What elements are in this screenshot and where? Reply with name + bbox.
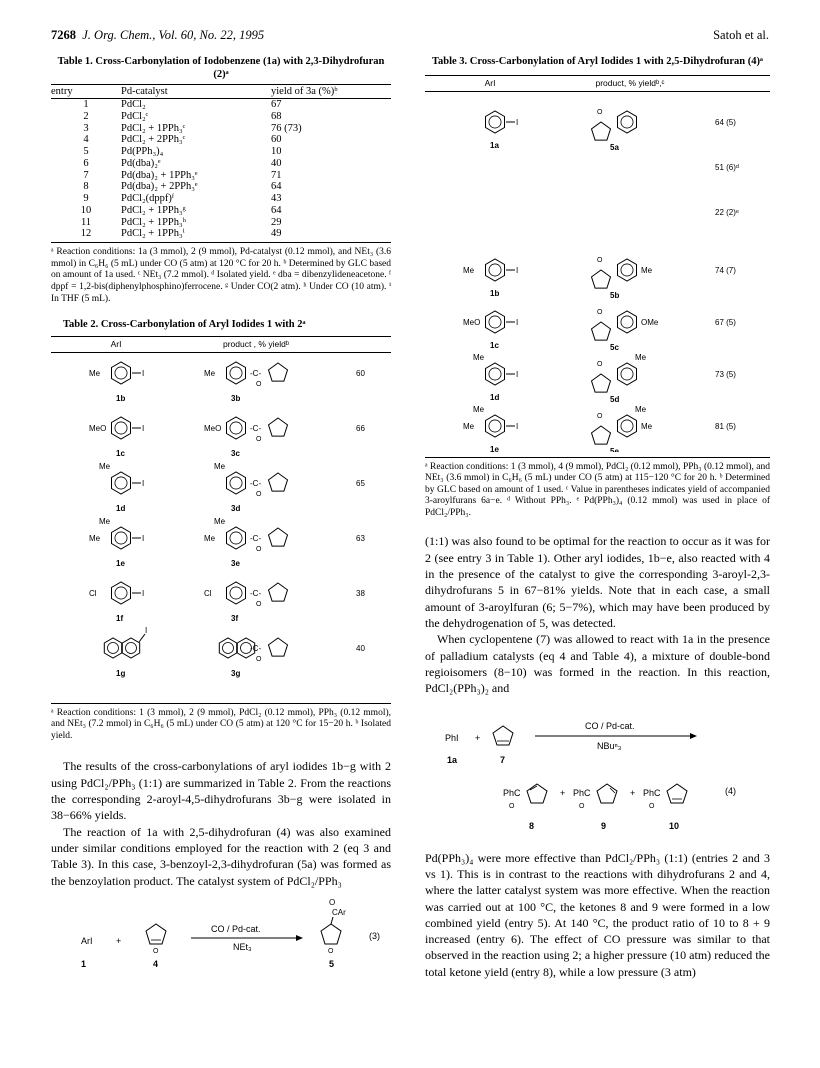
product-yield: 73 (5)	[715, 369, 736, 379]
benzene-ring	[486, 415, 505, 437]
benzene-ring	[486, 363, 505, 385]
table1-row	[51, 193, 391, 205]
table1-cell-catalyst: PdCl₂ᶜ	[121, 110, 149, 122]
table1-cell-entry: 7	[83, 169, 89, 181]
table1-cell-catalyst: PdCl₂ + 1PPh₃ⁱ	[121, 228, 271, 242]
carbonyl-o: O	[256, 545, 262, 553]
aromatic-circle	[115, 367, 127, 379]
aryl-substituent: Me	[89, 368, 101, 378]
aryl-iodide-id: 1b	[116, 393, 126, 403]
aromatic-circle	[621, 420, 633, 432]
dihydrofuran-ring	[269, 528, 288, 546]
aromatic-circle	[621, 116, 633, 128]
benzene-ring	[618, 111, 637, 133]
aromatic-circle	[115, 422, 127, 434]
iodo-label: I	[142, 588, 145, 598]
product-id: 5b	[610, 290, 620, 300]
benzene-ring	[227, 417, 246, 439]
aromatic-circle	[230, 532, 242, 544]
table1-cell-entry: 6	[83, 157, 89, 169]
iodo-label: I	[516, 265, 519, 275]
table1-cell-entry: 1	[83, 99, 89, 111]
table1-row	[51, 146, 391, 158]
table1-row	[51, 99, 391, 111]
table1-cell-yield: 71	[271, 169, 282, 181]
product9-ring	[597, 784, 617, 803]
eq4-phi: PhI	[445, 732, 459, 743]
benzene-ring	[486, 311, 505, 333]
dihydrofuran-ring	[592, 426, 611, 444]
left-paragraph-1: The results of the cross-carbonylations of aryl iodides 1b−g with 2 using PdCl₂/PPh₃ (1:1) are summarized in Table 2. From the reactions the corresponding 2-aroyl-4,5-dihydrofurans 3b−g were isolated in 38−66% yields.	[51, 759, 391, 823]
benzene-ring	[112, 527, 131, 549]
svg-text:+: +	[630, 787, 636, 798]
product-id: 3b	[231, 393, 241, 403]
carbonyl-o: O	[256, 490, 262, 498]
table1-cell-catalyst: PdCl₂	[121, 99, 146, 111]
eq4-num-8: 8	[529, 820, 535, 831]
eq3-O: O	[153, 947, 159, 955]
table3-caption: Table 3. Cross-Carbonylation of Aryl Iodides 1 with 2,5-Dihydrofuran (4)ᵃ	[431, 56, 764, 67]
product-substituent: Cl	[204, 588, 212, 598]
aromatic-circle	[230, 422, 242, 434]
table1-cell-entry: 4	[83, 134, 89, 146]
aromatic-circle	[489, 316, 501, 328]
aryl-iodide-id: 1d	[490, 392, 500, 402]
benzene-ring	[227, 362, 246, 384]
iodo-label: I	[142, 368, 145, 378]
eq4-phc-10: PhC	[643, 787, 661, 798]
product-id: 5a	[610, 142, 619, 152]
product8-ring	[527, 784, 547, 803]
benzene-ring	[618, 363, 637, 385]
eq4-num-7: 7	[500, 754, 506, 765]
table1-cell-catalyst: Pd(dba)₂ + 1PPh₃ᵉ	[121, 169, 198, 181]
table3-header-arl: ArI	[484, 77, 496, 88]
aromatic-circle	[489, 368, 501, 380]
carbonyl-c: -C-	[250, 533, 262, 543]
table1-cell-yield: 60	[271, 134, 282, 146]
table1-header-entry: entry	[51, 85, 121, 99]
cyclopentene-ring	[493, 726, 513, 745]
aromatic-circle	[621, 368, 633, 380]
product-ortho-substituent: Me	[635, 352, 647, 362]
iodo-bond	[139, 634, 145, 642]
dihydrofuran-ring	[269, 638, 288, 656]
eq4-num-9: 9	[601, 820, 607, 831]
table1-cell-yield: 49	[271, 228, 391, 242]
table1-caption: Table 1. Cross-Carbonylation of Iodobenzene (1a) with 2,3-Dihydrofuran (2)ᵃ	[57, 56, 385, 80]
header-left	[51, 28, 264, 43]
aromatic-circle	[115, 477, 127, 489]
dihydrofuran-ring	[592, 270, 611, 288]
carbonyl-c: -C-	[250, 643, 262, 653]
eq4-num-1a: 1a	[447, 754, 458, 765]
iodo-label: I	[142, 533, 145, 543]
table1-cell-catalyst: PdCl₂ + 1PPh₃ᶜ	[121, 122, 186, 134]
benzene-ring	[122, 638, 139, 658]
aryl-substituent: Me	[463, 265, 475, 275]
dihydrofuran-ring	[269, 418, 288, 436]
eq3-num-1: 1	[81, 958, 87, 969]
table1-cell-entry: 9	[83, 193, 89, 205]
authors: Satoh et al.	[713, 28, 769, 42]
product-yield: 65	[356, 478, 365, 488]
aryl-ortho-substituent: Me	[473, 404, 485, 414]
right-paragraph-1: (1:1) was also found to be optimal for the reaction to occur as it was for 2 (see entry 3 in Table 1). Other aryl iodides, 1b−e, also reacted with 4 in the presence of the catalyst to give the corresponding 3-aroyl-2,3-dihydrofurans 5 in 67−81% yields. Note that in each case, a small amount of 3-aroylfuran (6; 5−7%), which may have been produced by the dehydrogenation of 5, was detected.	[425, 534, 770, 631]
table1-header-catalyst: Pd-catalyst	[121, 85, 271, 99]
product-id: 5e	[610, 446, 619, 452]
right-paragraph-3: Pd(PPh₃)₄ were more effective than PdCl₂/PPh₃ (1:1) (entries 2 and 3 vs 1). This is in contrast to the reactions with dihydrofurans 2 and 4, where the latter catalyst system was more effective. When the reaction was carried out at 100 °C, the ketones 8 and 9 were formed in a low combined yield (entry 5). At 140 °C, the product ratio of 10 to 8 + 9 increased (entry 6). The effect of CO pressure was similar to that observed in the reaction using 2; a higher pressure (10 atm) reduced the total ketone yield (entry 8), while a low pressure (3 atm)	[425, 850, 770, 979]
table1-header-yield: yield of 3a (%)ᵇ	[271, 85, 391, 99]
carbonyl-o: O	[597, 308, 603, 316]
product-id: 3g	[231, 668, 241, 678]
aromatic-circle	[115, 587, 127, 599]
product-id: 5c	[610, 342, 619, 352]
product-id: 3e	[231, 558, 240, 568]
aryl-ortho-substituent: Me	[473, 352, 485, 362]
carbonyl-o: O	[256, 380, 262, 388]
aryl-iodide-id: 1a	[490, 140, 499, 150]
carbonyl-c: -C-	[250, 423, 262, 433]
left-body-text	[51, 758, 391, 889]
right-body-text	[425, 533, 770, 696]
table1-cell-catalyst: PdCl₂ + 1PPh₃ʰ	[121, 216, 187, 228]
eq3-num-5: 5	[329, 958, 335, 969]
table3-header	[425, 76, 770, 92]
aryl-substituent: Cl	[89, 588, 97, 598]
eq3-conditions-under: NEt₃	[233, 941, 252, 952]
table2-footnote: ᵃ Reaction conditions: 1 (3 mmol), 2 (9 mmol), PdCl₂ (0.12 mmol), PPh₃ (0.12 mmol), and NEt₃ (7.2 mmol) in C₆H₆ (5 mL) under CO (5 atm) at 120 °C for 15−20 h. ᵇ Isolated yield.	[51, 707, 391, 741]
table1-cell-catalyst: PdCl₂(dppf)ᶠ	[121, 193, 175, 205]
dihydrofuran-ring	[592, 122, 611, 140]
eq4-conditions-under: NBuⁿ₃	[597, 740, 622, 751]
table1-cell-entry: 8	[83, 181, 89, 193]
eq4-plus: +	[475, 732, 481, 743]
dihydrofuran-ring	[269, 583, 288, 601]
table1-row	[51, 123, 391, 135]
table1-cell-yield: 68	[271, 110, 282, 122]
page-number: 7268	[51, 28, 76, 42]
table3-header-product: product, % yieldᵇ,ᶜ	[595, 77, 665, 88]
product-yield: 63	[356, 533, 365, 543]
carbonyl-o: O	[256, 435, 262, 443]
iodo-label: I	[516, 421, 519, 431]
eq3-plus: +	[116, 935, 122, 946]
table1-cell-yield: 40	[271, 157, 282, 169]
table1-cell-catalyst: Pd(PPh₃)₄	[121, 146, 164, 158]
product-yield: 22 (2)ᵉ	[715, 207, 739, 217]
product-substituent: Me	[204, 368, 216, 378]
product-ortho-substituent: Me	[635, 404, 647, 414]
product-yield: 67 (5)	[715, 317, 736, 327]
product-yield: 64 (5)	[715, 117, 736, 127]
product-ortho-substituent: Me	[214, 516, 226, 526]
benzene-ring	[618, 415, 637, 437]
benzene-ring	[112, 582, 131, 604]
aryl-iodide-id: 1f	[116, 613, 124, 623]
iodo-label: I	[145, 625, 148, 635]
table1-cell-entry: 5	[83, 146, 89, 158]
table1-cell-entry: 3	[83, 122, 89, 134]
aryl-iodide-id: 1c	[490, 340, 499, 350]
aryl-substituent: MeO	[89, 423, 107, 433]
table2-header-product: product , % yieldᵇ	[222, 338, 290, 349]
table1-cell-catalyst: PdCl₂ + 1PPh₃ᵍ	[121, 204, 186, 216]
eq3-label: (3)	[369, 930, 380, 941]
aryl-substituent: Me	[89, 533, 101, 543]
iodo-label: I	[142, 423, 145, 433]
left-paragraph-2: The reaction of 1a with 2,5-dihydrofuran (4) was also examined under similar conditions employed for the reaction with 2 (eq 3 and Table 3). In this case, 3-benzoyl-2,3-dihydrofuran (5a) was formed as the benzoylation product. The catalyst system of PdCl₂/PPh₃	[51, 824, 391, 888]
running-header	[51, 28, 769, 46]
benzene-ring	[227, 472, 246, 494]
aromatic-circle	[108, 642, 119, 653]
product-substituent: MeO	[204, 423, 222, 433]
product-yield: 81 (5)	[715, 421, 736, 431]
equation-3	[51, 899, 391, 971]
benzene-ring	[112, 417, 131, 439]
table1-cell-yield: 43	[271, 193, 282, 205]
product-yield: 38	[356, 588, 365, 598]
table3-structures	[425, 92, 770, 452]
product-substituent: Me	[641, 265, 653, 275]
aromatic-circle	[230, 587, 242, 599]
product-substituent: OMe	[641, 317, 659, 327]
table1-row	[51, 111, 391, 123]
iodo-label: I	[516, 117, 519, 127]
table1-cell-entry: 12	[51, 228, 121, 242]
benzene-ring	[112, 362, 131, 384]
eq3-ari: ArI	[81, 935, 93, 946]
aromatic-circle	[621, 264, 633, 276]
carbonyl-c: -C-	[250, 478, 262, 488]
product-yield: 66	[356, 423, 365, 433]
product-yield: 60	[356, 368, 365, 378]
carbonyl-o: O	[597, 256, 603, 264]
journal-ref: J. Org. Chem., Vol. 60, No. 22, 1995	[82, 28, 265, 42]
aryl-substituent: MeO	[463, 317, 481, 327]
eq3-conditions-over: CO / Pd-cat.	[211, 923, 261, 934]
benzene-ring	[486, 111, 505, 133]
eq3-cAr: CAr	[332, 907, 346, 917]
product5-ring	[321, 924, 341, 944]
table1-cell-entry: 10	[80, 204, 92, 216]
aromatic-circle	[230, 367, 242, 379]
table1-row	[51, 205, 391, 217]
eq4-phc-9: PhC	[573, 787, 591, 798]
carbonyl-o: O	[597, 108, 603, 116]
table2-structures	[51, 353, 391, 698]
product10-ring	[667, 784, 687, 803]
aryl-iodide-id: 1c	[116, 448, 125, 458]
benzene-ring	[227, 527, 246, 549]
table1-cell-yield: 64	[271, 181, 282, 193]
eq4-phc-8: PhC	[503, 787, 521, 798]
iodo-label: I	[516, 317, 519, 327]
iodo-label: I	[516, 369, 519, 379]
product-yield: 74 (7)	[715, 265, 736, 275]
table1-cell-catalyst: Pd(dba)₂ᵉ	[121, 157, 161, 169]
product-yield: 51 (6)ᵈ	[715, 162, 739, 172]
table1-cell-entry: 2	[83, 110, 89, 122]
table2-header	[51, 337, 391, 353]
product-id: 3d	[231, 503, 241, 513]
svg-text:+: +	[560, 787, 566, 798]
benzene-ring	[618, 259, 637, 281]
table1-cell-entry: 11	[80, 216, 92, 228]
table1-row	[51, 181, 391, 193]
product-yield: 40	[356, 643, 365, 653]
eq4-O-8: O	[509, 802, 515, 810]
benzene-ring	[486, 259, 505, 281]
benzene-ring	[104, 638, 121, 658]
table3-footnote: ᵃ Reaction conditions: 1 (3 mmol), 4 (9 mmol), PdCl₂ (0.12 mmol), PPh₃ (0.12 mmol), and NEt₃ (3.6 mmol) in C₆H₆ (5 mL) under CO (5 atm) at 115−120 °C for 20 h. ᵇ Determined by GLC based on amount of 1 used. ᶜ Value in parentheses indicates yield of accompanied 3-aroylfurans 6a−e. ᵈ Without PPh₃. ᵉ Pd(PPh₃)₄ (0.12 mmol) was used in place of PdCl₂/PPh₃.	[425, 461, 770, 518]
aryl-iodide-id: 1b	[490, 288, 500, 298]
eq4-O-10: O	[649, 802, 655, 810]
carbonyl-c: -C-	[250, 588, 262, 598]
aryl-substituent: Me	[463, 421, 475, 431]
right-column	[425, 56, 770, 980]
product-id: 5d	[610, 394, 620, 404]
carbonyl-o: O	[256, 655, 262, 663]
table1-footnote: ᵃ Reaction conditions: 1a (3 mmol), 2 (9 mmol), Pd-catalyst (0.12 mmol), and NEt₃ (3.6 mmol) in C₆H₆ (5 mL) under CO (5 atm) at 120 °C for 20 h. ᵇ Determined by GLC based on amount of 1a used. ᶜ NEt₃ (7.2 mmol). ᵈ Isolated yield. ᵉ dba = dibenzylideneacetone. ᶠ dppf = 1,2-bis(diphenylphosphino)ferrocene. ᵍ Under CO(2 atm). ʰ Under CO (10 atm). ⁱ In THF (5 mL).	[51, 247, 391, 304]
benzene-ring	[112, 472, 131, 494]
aryl-ortho-substituent: Me	[99, 516, 111, 526]
eq4-conditions-over: CO / Pd-cat.	[585, 720, 635, 731]
table1-row	[51, 217, 391, 229]
table1-cell-yield: 10	[271, 146, 282, 158]
aryl-iodide-id: 1g	[116, 668, 126, 678]
eq3-O-top: O	[329, 898, 336, 907]
eq3-num-4: 4	[153, 958, 159, 969]
aromatic-circle	[223, 642, 234, 653]
benzene-ring	[219, 638, 236, 658]
table1-cell-yield: 29	[271, 216, 282, 228]
table1-cell-yield: 64	[271, 204, 282, 216]
carbonyl-o: O	[597, 412, 603, 420]
carbonyl-c: -C-	[250, 368, 262, 378]
aromatic-circle	[489, 264, 501, 276]
aryl-ortho-substituent: Me	[99, 461, 111, 471]
table2-caption: Table 2. Cross-Carbonylation of Aryl Iodides 1 with 2ᵃ	[63, 319, 306, 331]
aromatic-circle	[230, 477, 242, 489]
product-id: 3f	[231, 613, 239, 623]
table1-cell-catalyst: Pd(dba)₂ + 2PPh₃ᵉ	[121, 181, 198, 193]
dihydrofuran-ring	[592, 322, 611, 340]
equation-4	[425, 711, 770, 841]
right-paragraph-2: When cyclopentene (7) was allowed to react with 1a in the presence of palladium catalysts (eq 4 and Table 4), a mixture of double-bond regioisomers (8−10) was formed in the reaction. In this reaction, PdCl₂(PPh₃)₂ and	[425, 632, 770, 696]
product-id: 3c	[231, 448, 240, 458]
carbonyl-o: O	[597, 360, 603, 368]
table1-cell-catalyst: PdCl₂ + 2PPh₃ᶜ	[121, 134, 186, 146]
benzene-ring	[618, 311, 637, 333]
table1	[51, 84, 391, 243]
dihydrofuran-ring	[269, 473, 288, 491]
iodo-label: I	[142, 478, 145, 488]
dihydrofuran-ring	[592, 374, 611, 392]
table1-cell-yield: 76 (73)	[271, 122, 302, 134]
table2-header-arl: ArI	[110, 338, 122, 349]
table1-row	[51, 170, 391, 182]
dihydrofuran-ring	[269, 363, 288, 381]
table1-cell-yield: 67	[271, 99, 282, 111]
table1-row	[51, 228, 391, 242]
aromatic-circle	[126, 642, 137, 653]
product-substituent: Me	[204, 533, 216, 543]
dihydrofuran-ring	[146, 924, 166, 944]
aryl-iodide-id: 1e	[116, 558, 125, 568]
aryl-iodide-id: 1e	[490, 444, 499, 452]
eq4-O-9: O	[579, 802, 585, 810]
eq3-O-ring: O	[328, 947, 334, 955]
eq4-label: (4)	[725, 785, 736, 796]
product-substituent: Me	[641, 421, 653, 431]
left-column	[51, 56, 391, 976]
aromatic-circle	[115, 532, 127, 544]
carbonyl-o: O	[256, 600, 262, 608]
benzene-ring	[227, 582, 246, 604]
aryl-iodide-id: 1d	[116, 503, 126, 513]
table1-row	[51, 158, 391, 170]
aromatic-circle	[489, 420, 501, 432]
eq4-num-10: 10	[669, 820, 680, 831]
aromatic-circle	[489, 116, 501, 128]
table1-row	[51, 134, 391, 146]
aromatic-circle	[621, 316, 633, 328]
product-ortho-substituent: Me	[214, 461, 226, 471]
